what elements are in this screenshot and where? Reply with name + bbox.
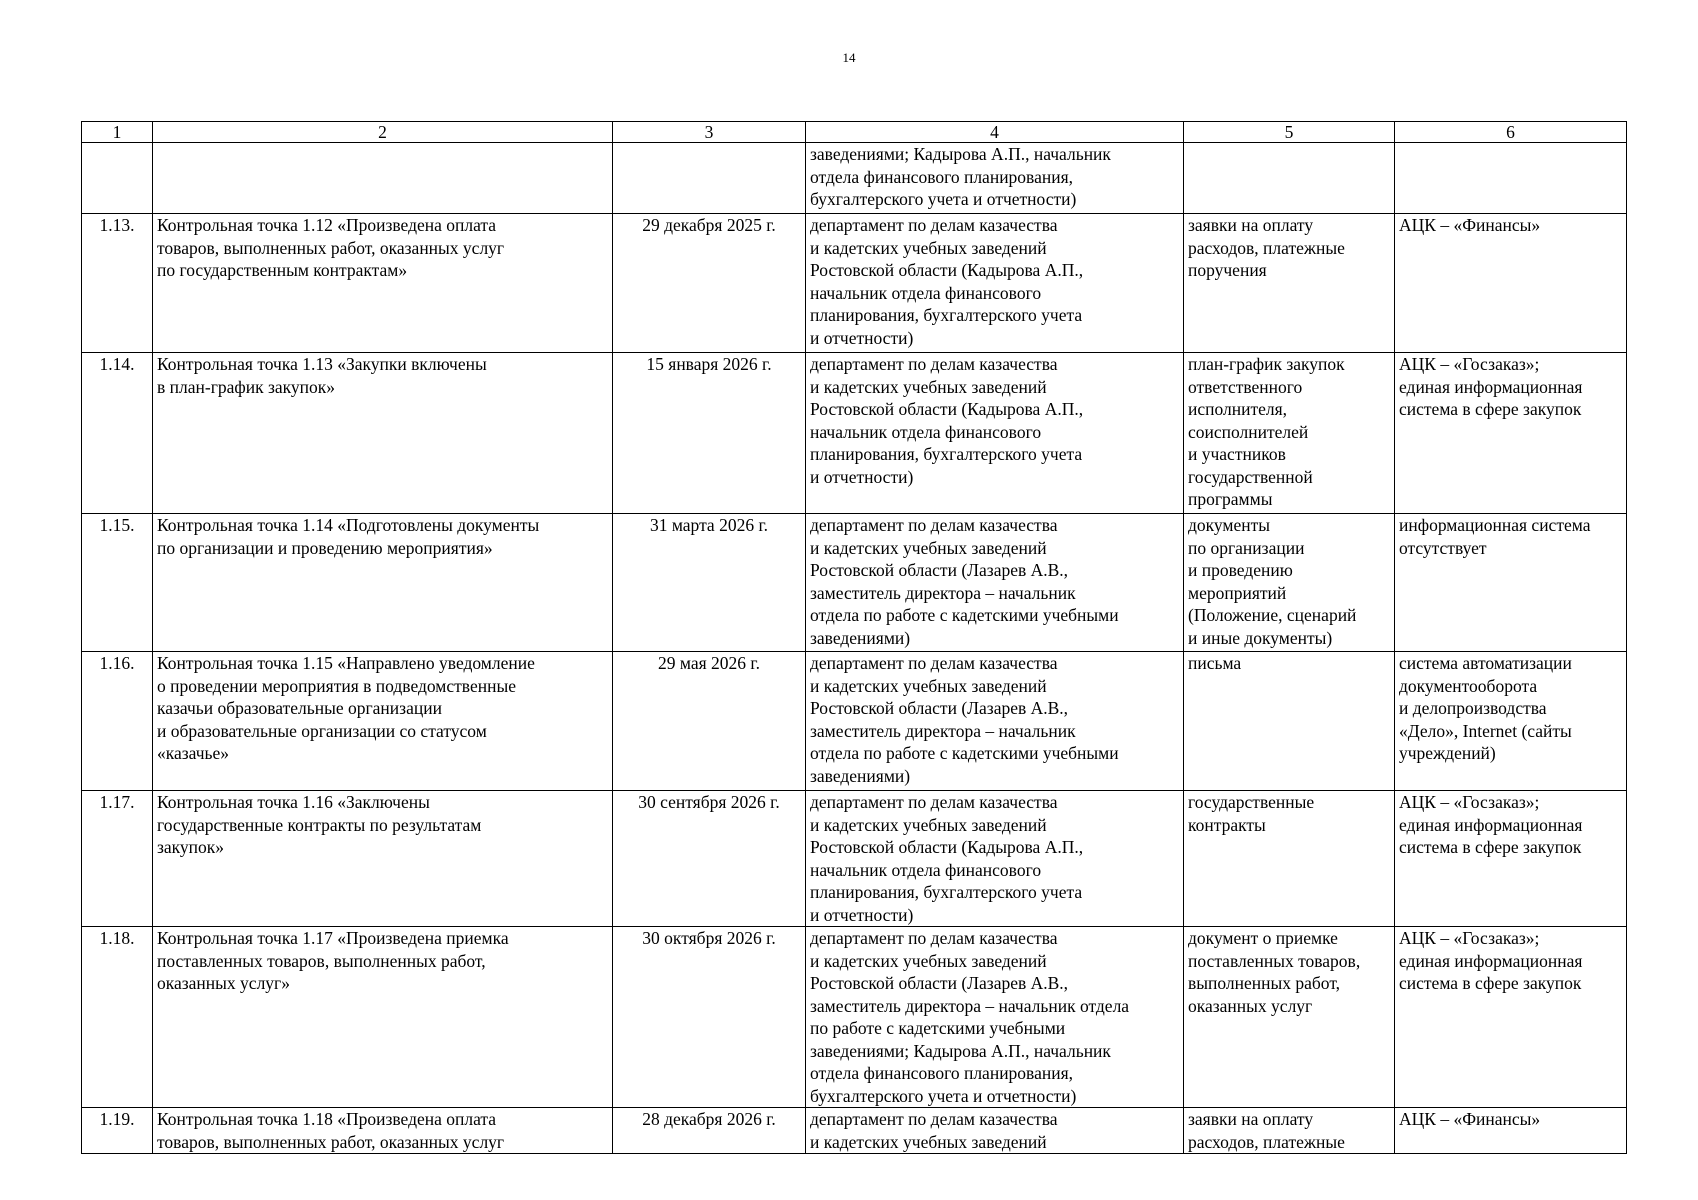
date-cell: [613, 143, 806, 214]
responsible-cell: департамент по делам казачества и кадетских учебных заведений Ростовской области (Кадырова А.П., начальник отдела финансового планирования, бухгалтерского учета и отчетности): [806, 791, 1184, 927]
event-cell: Контрольная точка 1.12 «Произведена оплата товаров, выполненных работ, оказанных услуг по государственным контрактам»: [153, 214, 613, 353]
document-cell: документы по организации и проведению мероприятий (Положение, сценарий и иные документы): [1184, 514, 1395, 652]
column-header: 4: [806, 122, 1184, 143]
info-system-cell: информационная система отсутствует: [1395, 514, 1627, 652]
responsible-cell: заведениями; Кадырова А.П., начальник отдела финансового планирования, бухгалтерского учета и отчетности): [806, 143, 1184, 214]
info-system-cell: АЦК – «Финансы»: [1395, 214, 1627, 353]
row-number-cell: 1.17.: [82, 791, 153, 927]
document-cell: государственные контракты: [1184, 791, 1395, 927]
date-cell: 30 сентября 2026 г.: [613, 791, 806, 927]
event-cell: Контрольная точка 1.13 «Закупки включены в план-график закупок»: [153, 353, 613, 514]
row-number-cell: 1.16.: [82, 652, 153, 791]
column-header: 6: [1395, 122, 1627, 143]
event-cell: [153, 143, 613, 214]
table-row: [82, 514, 1627, 652]
info-system-cell: АЦК – «Госзаказ»; единая информационная система в сфере закупок: [1395, 927, 1627, 1108]
document-cell: заявки на оплату расходов, платежные: [1184, 1108, 1395, 1154]
table-row: [82, 927, 1627, 1108]
info-system-cell: система автоматизации документооборота и делопроизводства «Дело», Internet (сайты учреждений): [1395, 652, 1627, 791]
table-header-row: [82, 122, 1627, 143]
row-number-cell: 1.13.: [82, 214, 153, 353]
row-number-cell: [82, 143, 153, 214]
event-cell: Контрольная точка 1.18 «Произведена оплата товаров, выполненных работ, оказанных услуг: [153, 1108, 613, 1154]
event-cell: Контрольная точка 1.14 «Подготовлены документы по организации и проведению мероприятия»: [153, 514, 613, 652]
table-row: [82, 143, 1627, 214]
document-cell: письма: [1184, 652, 1395, 791]
column-header: 3: [613, 122, 806, 143]
responsible-cell: департамент по делам казачества и кадетских учебных заведений Ростовской области (Лазарев А.В., заместитель директора – начальник отдела по работе с кадетскими учебными заведениями): [806, 652, 1184, 791]
responsible-cell: департамент по делам казачества и кадетских учебных заведений Ростовской области (Лазарев А.В., заместитель директора – начальник отдела по работе с кадетскими учебными заведениями): [806, 514, 1184, 652]
table-row: [82, 1108, 1627, 1154]
date-cell: 31 марта 2026 г.: [613, 514, 806, 652]
column-header: 5: [1184, 122, 1395, 143]
responsible-cell: департамент по делам казачества и кадетских учебных заведений Ростовской области (Лазарев А.В., заместитель директора – начальник отдела по работе с кадетскими учебными заведениями; Кадырова А.П., начальник отдела финансового планирования, бухгалтерского учета и отчетности): [806, 927, 1184, 1108]
date-cell: 28 декабря 2026 г.: [613, 1108, 806, 1154]
control-points-table: [81, 121, 1627, 1154]
document-cell: [1184, 143, 1395, 214]
page-number: 14: [842, 50, 856, 65]
responsible-cell: департамент по делам казачества и кадетских учебных заведений: [806, 1108, 1184, 1154]
row-number-cell: 1.18.: [82, 927, 153, 1108]
event-cell: Контрольная точка 1.15 «Направлено уведомление о проведении мероприятия в подведомственные казачьи образовательные организации и образовательные организации со статусом «казачье»: [153, 652, 613, 791]
row-number-cell: 1.14.: [82, 353, 153, 514]
column-header: 2: [153, 122, 613, 143]
row-number-cell: 1.19.: [82, 1108, 153, 1154]
table-row: [82, 353, 1627, 514]
event-cell: Контрольная точка 1.17 «Произведена приемка поставленных товаров, выполненных работ, оказанных услуг»: [153, 927, 613, 1108]
document-cell: заявки на оплату расходов, платежные поручения: [1184, 214, 1395, 353]
info-system-cell: АЦК – «Госзаказ»; единая информационная система в сфере закупок: [1395, 353, 1627, 514]
table-row: [82, 214, 1627, 353]
table-row: [82, 652, 1627, 791]
responsible-cell: департамент по делам казачества и кадетских учебных заведений Ростовской области (Кадырова А.П., начальник отдела финансового планирования, бухгалтерского учета и отчетности): [806, 353, 1184, 514]
date-cell: 15 января 2026 г.: [613, 353, 806, 514]
row-number-cell: 1.15.: [82, 514, 153, 652]
document-cell: документ о приемке поставленных товаров, выполненных работ, оказанных услуг: [1184, 927, 1395, 1108]
event-cell: Контрольная точка 1.16 «Заключены государственные контракты по результатам закупок»: [153, 791, 613, 927]
responsible-cell: департамент по делам казачества и кадетских учебных заведений Ростовской области (Кадырова А.П., начальник отдела финансового планирования, бухгалтерского учета и отчетности): [806, 214, 1184, 353]
date-cell: 29 декабря 2025 г.: [613, 214, 806, 353]
info-system-cell: [1395, 143, 1627, 214]
table-row: [82, 791, 1627, 927]
document-cell: план-график закупок ответственного исполнителя, соисполнителей и участников государственной программы: [1184, 353, 1395, 514]
column-header: 1: [82, 122, 153, 143]
info-system-cell: АЦК – «Финансы»: [1395, 1108, 1627, 1154]
date-cell: 29 мая 2026 г.: [613, 652, 806, 791]
date-cell: 30 октября 2026 г.: [613, 927, 806, 1108]
info-system-cell: АЦК – «Госзаказ»; единая информационная система в сфере закупок: [1395, 791, 1627, 927]
